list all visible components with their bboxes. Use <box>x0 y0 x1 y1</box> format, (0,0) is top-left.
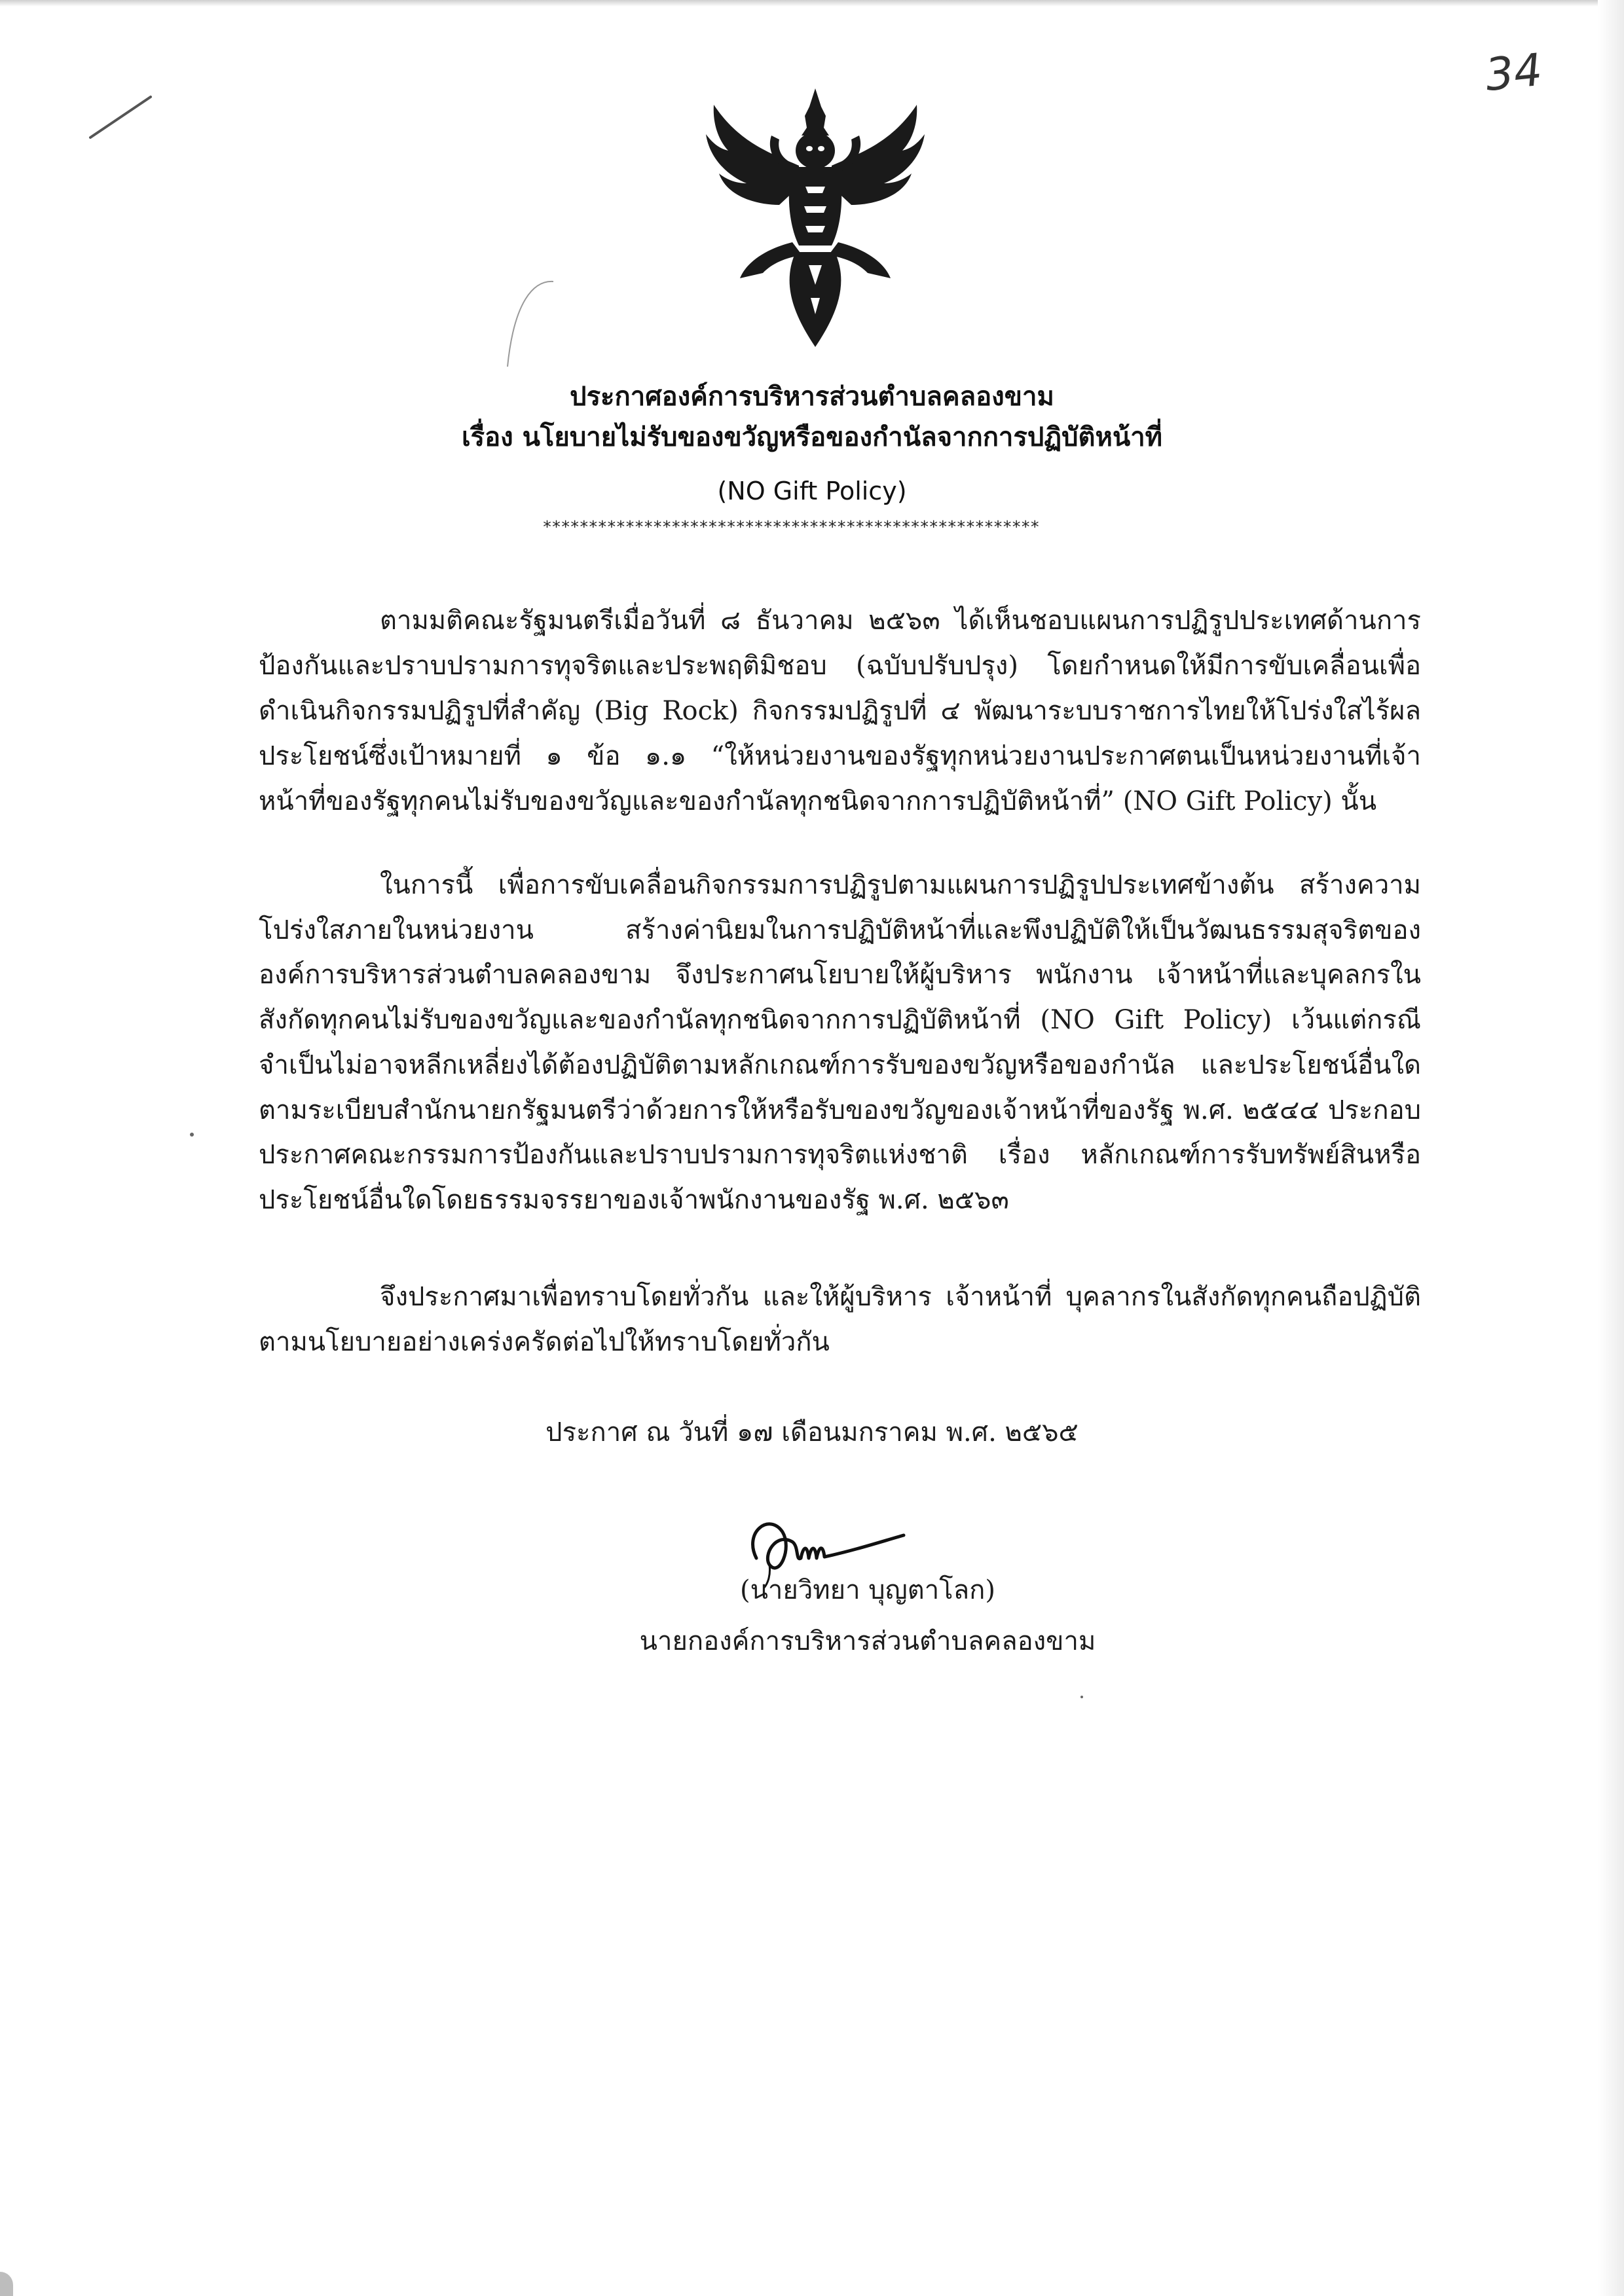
signer-title: นายกองค์การบริหารส่วนตำบลคลองขาม <box>639 1626 1096 1656</box>
pencil-stroke-mark <box>498 275 563 373</box>
policy-name: (NO Gift Policy) <box>717 477 907 505</box>
handwritten-page-number: 34 <box>1483 44 1545 102</box>
announcement-subject: เรื่อง นโยบายไม่รับของขวัญหรือของกำนัลจากการปฏิบัติหน้าที่ <box>461 422 1163 452</box>
scan-speck <box>190 1133 194 1137</box>
star-divider: ****************************************************** <box>542 517 1039 536</box>
announcement-title: ประกาศองค์การบริหารส่วนตำบลคลองขาม <box>570 381 1054 412</box>
scan-speck <box>1080 1696 1083 1698</box>
scan-right-shadow <box>1598 0 1624 2296</box>
signer-name: (นายวิทยา บุญตาโลก) <box>739 1575 996 1605</box>
garuda-emblem-icon <box>694 88 936 347</box>
scan-corner-mark <box>0 2272 13 2296</box>
body-paragraph-3: จึงประกาศมาเพื่อทราบโดยทั่วกัน และให้ผู้บริหาร เจ้าหน้าที่ บุคลากรในสังกัดทุกคนถือปฏิบัติตามนโยบายอย่างเคร่งครัดต่อไปให้ทราบโดยทั่วกัน <box>259 1282 1421 1357</box>
body-paragraph-2: ในการนี้ เพื่อการขับเคลื่อนกิจกรรมการปฏิรูปตามแผนการปฏิรูปประเทศข้างต้น สร้างความโปร่งใสภายในหน่วยงาน สร้างค่านิยมในการปฏิบัติหน้าที่และพึงปฏิบัติให้เป็นวัฒนธรรมสุจริตขององค์การบริหารส่วนตำบลคลองขาม จึงประกาศนโยบายให้ผู้บริหาร พนักงาน เจ้าหน้าที่และบุคลกรในสังกัดทุกคนไม่รับของขวัญและของกำนัลทุกชนิดจากการปฏิบัติหน้าที่ (NO Gift Policy) เว้นแต่กรณีจำเป็นไม่อาจหลีกเหลี่ยงได้ต้องปฏิบัติตามหลักเกณฑ์การรับของขวัญหรือของกำนัล และประโยชน์อื่นใดตามระเบียบสำนักนายกรัฐมนตรีว่าด้วยการให้หรือรับของขวัญของเจ้าหน้าที่ของรัฐ พ.ศ. ๒๕๔๔ ประกอบประกาศคณะกรรมการป้องกันและปราบปรามการทุจริตแห่งชาติ เรื่อง หลักเกณฑ์การรับทรัพย์สินหรือประโยชน์อื่นใดโดยธรรมจรรยาของเจ้าพนักงานของรัฐ พ.ศ. ๒๕๖๓ <box>259 870 1421 1215</box>
announcement-date: ประกาศ ณ วันที่ ๑๗ เดือนมกราคม พ.ศ. ๒๕๖๕ <box>545 1417 1079 1448</box>
body-paragraph-1: ตามมติคณะรัฐมนตรีเมื่อวันที่ ๘ ธันวาคม ๒๕๖๓ ได้เห็นชอบแผนการปฏิรูปประเทศด้านการป้องกันและปราบปรามการทุจริตและประพฤติมิชอบ (ฉบับปรับปรุง) โดยกำหนดให้มีการขับเคลื่อนเพื่อดำเนินกิจกรรมปฏิรูปที่สำคัญ (Big Rock) กิจกรรมปฏิรูปที่ ๔ พัฒนาระบบราชการไทยให้โปร่งใสไร้ผลประโยชน์ซึ่งเป้าหมายที่ ๑ ข้อ ๑.๑ “ให้หน่วยงานของรัฐทุกหน่วยงานประกาศตนเป็นหน่วยงานที่เจ้าหน้าที่ของรัฐทุกคนไม่รับของขวัญและของกำนัลทุกชนิดจากการปฏิบัติหน้าที่” (NO Gift Policy) นั้น <box>259 606 1421 816</box>
pen-tick-mark <box>85 92 157 144</box>
scan-top-edge <box>0 0 1624 7</box>
